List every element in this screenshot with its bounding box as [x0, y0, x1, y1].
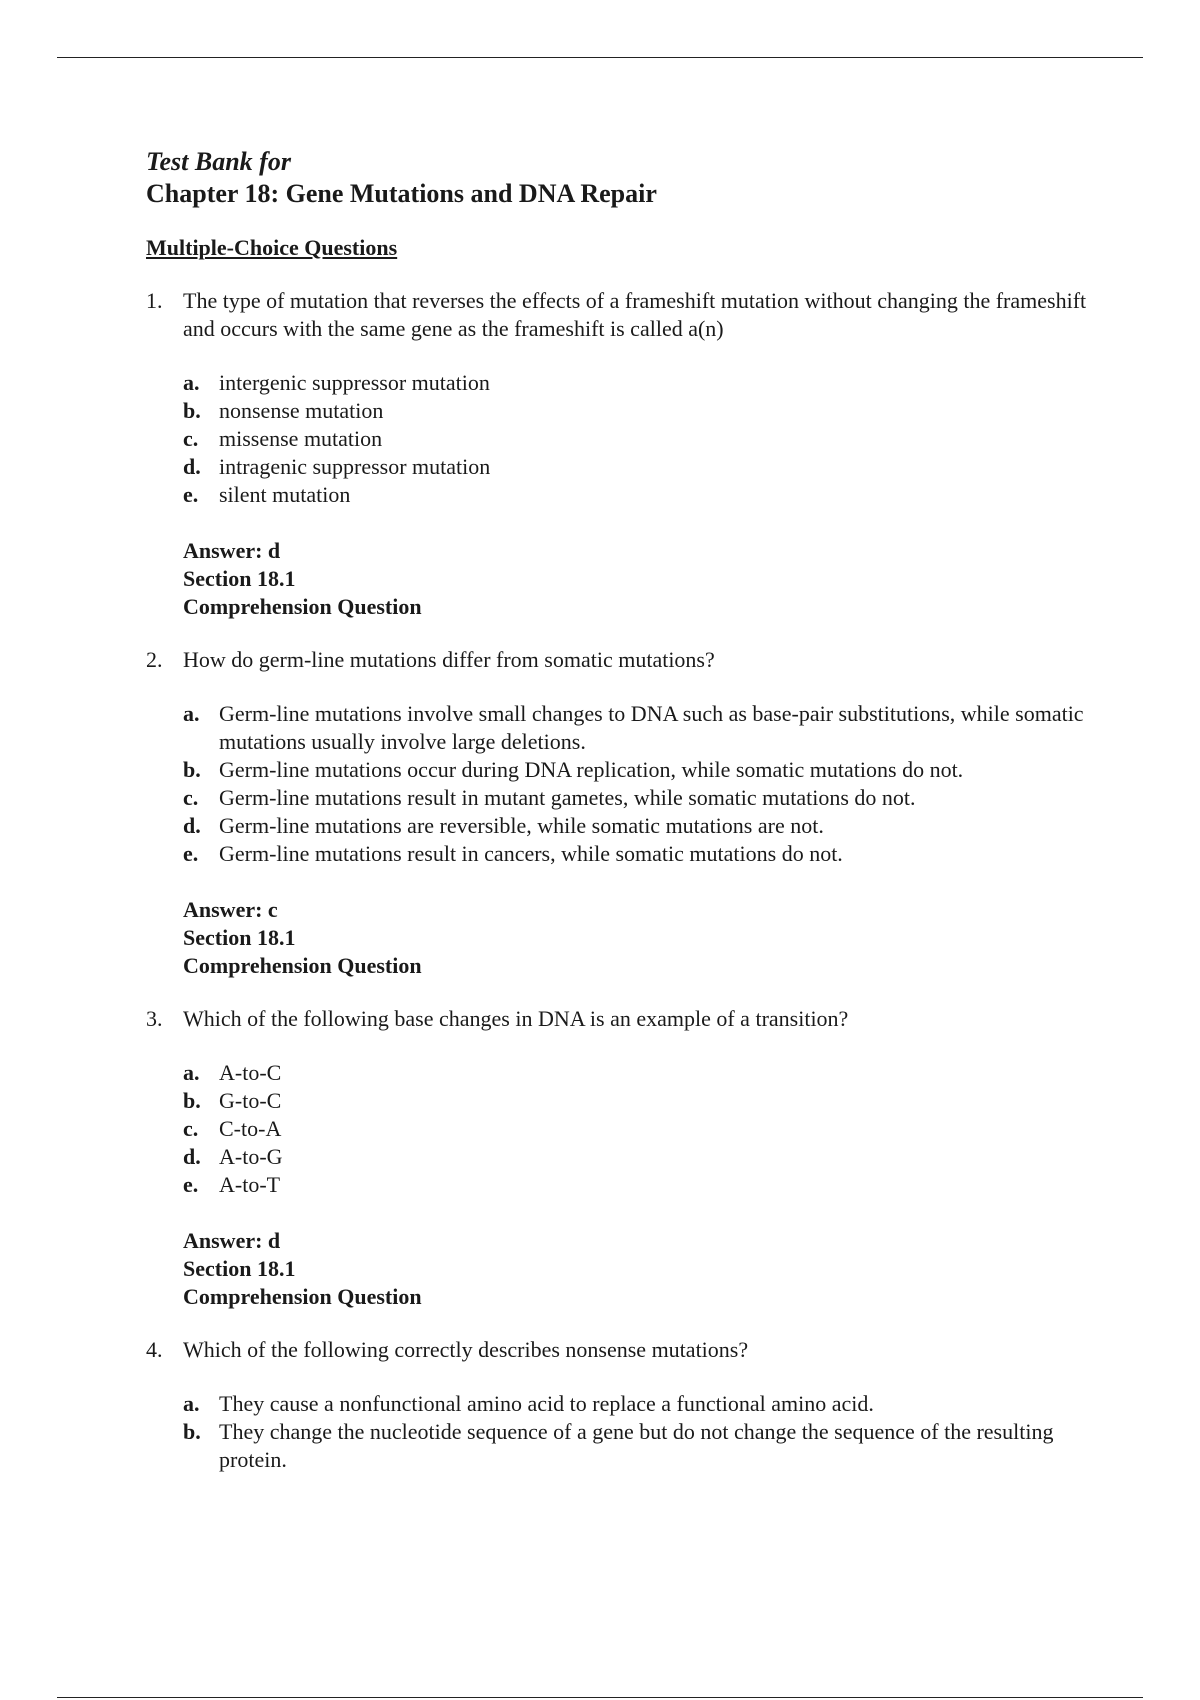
option-letter: d.	[183, 1144, 201, 1169]
option-letter: b.	[183, 1419, 201, 1444]
option-text: nonsense mutation	[219, 398, 384, 423]
option-text: Germ-line mutations result in mutant gametes, while somatic mutations do not.	[219, 785, 916, 810]
chapter-title: Chapter 18: Gene Mutations and DNA Repair	[146, 179, 657, 208]
option-text: A-to-T	[219, 1172, 281, 1197]
option-text: G-to-C	[219, 1088, 282, 1113]
question-number: 2.	[146, 647, 163, 672]
answer-block	[183, 896, 1106, 980]
question-number: 1.	[146, 288, 163, 313]
option-letter: b.	[183, 1088, 201, 1113]
option-item	[183, 1171, 1106, 1199]
option-letter: c.	[183, 785, 199, 810]
option-item	[183, 1115, 1106, 1143]
option-letter: d.	[183, 454, 201, 479]
question-text: Which of the following correctly describes nonsense mutations?	[183, 1337, 749, 1362]
answer-block	[183, 537, 1106, 621]
option-item	[183, 1418, 1106, 1474]
question-category: Comprehension Question	[183, 1284, 422, 1309]
option-item	[183, 1143, 1106, 1171]
question-category: Comprehension Question	[183, 953, 422, 978]
question-category: Comprehension Question	[183, 594, 422, 619]
option-letter: a.	[183, 701, 200, 726]
option-text: Germ-line mutations occur during DNA replication, while somatic mutations do not.	[219, 757, 964, 782]
option-text: silent mutation	[219, 482, 351, 507]
answer-section: Section 18.1	[183, 566, 296, 591]
question-3	[146, 1005, 1106, 1311]
option-text: intergenic suppressor mutation	[219, 370, 490, 395]
option-letter: a.	[183, 1060, 200, 1085]
option-text: Germ-line mutations result in cancers, while somatic mutations do not.	[219, 841, 843, 866]
answer-key: Answer: d	[183, 538, 281, 563]
option-item	[183, 840, 1106, 868]
option-text: They change the nucleotide sequence of a gene but do not change the sequence of the resulting protein.	[219, 1419, 1054, 1472]
document-body	[146, 146, 1106, 1474]
option-text: Germ-line mutations involve small changes to DNA such as base-pair substitutions, while somatic mutations usually involve large deletions.	[219, 701, 1084, 754]
question-text: The type of mutation that reverses the effects of a frameshift mutation without changing the frameshift and occurs with the same gene as the frameshift is called a(n)	[183, 288, 1087, 341]
option-letter: d.	[183, 813, 201, 838]
bottom-rule	[57, 1697, 1143, 1698]
option-letter: e.	[183, 1172, 199, 1197]
option-item	[183, 1087, 1106, 1115]
option-list	[183, 369, 1106, 509]
option-text: They cause a nonfunctional amino acid to replace a functional amino acid.	[219, 1391, 874, 1416]
option-text: intragenic suppressor mutation	[219, 454, 491, 479]
question-2	[146, 646, 1106, 980]
option-letter: b.	[183, 757, 201, 782]
question-text: Which of the following base changes in DNA is an example of a transition?	[183, 1006, 849, 1031]
option-item	[183, 397, 1106, 425]
option-item	[183, 453, 1106, 481]
option-item	[183, 756, 1106, 784]
question-number: 3.	[146, 1006, 163, 1031]
answer-section: Section 18.1	[183, 925, 296, 950]
option-letter: b.	[183, 398, 201, 423]
option-text: Germ-line mutations are reversible, while somatic mutations are not.	[219, 813, 824, 838]
top-rule	[57, 57, 1143, 58]
option-letter: c.	[183, 1116, 199, 1141]
answer-key: Answer: d	[183, 1228, 281, 1253]
question-1	[146, 287, 1106, 621]
option-letter: c.	[183, 426, 199, 451]
option-text: A-to-C	[219, 1060, 282, 1085]
option-text: missense mutation	[219, 426, 383, 451]
option-item	[183, 369, 1106, 397]
option-text: A-to-G	[219, 1144, 283, 1169]
option-item	[183, 700, 1106, 756]
option-item	[183, 1059, 1106, 1087]
option-item	[183, 425, 1106, 453]
answer-section: Section 18.1	[183, 1256, 296, 1281]
answer-key: Answer: c	[183, 897, 278, 922]
option-list	[183, 700, 1106, 868]
option-item	[183, 1390, 1106, 1418]
doc-title: Test Bank for	[146, 147, 291, 176]
option-letter: a.	[183, 1391, 200, 1416]
option-letter: a.	[183, 370, 200, 395]
answer-block	[183, 1227, 1106, 1311]
option-letter: e.	[183, 482, 199, 507]
option-list	[183, 1059, 1106, 1199]
option-item	[183, 812, 1106, 840]
option-text: C-to-A	[219, 1116, 282, 1141]
option-item	[183, 784, 1106, 812]
option-list	[183, 1390, 1106, 1474]
option-letter: e.	[183, 841, 199, 866]
option-item	[183, 481, 1106, 509]
question-text: How do germ-line mutations differ from somatic mutations?	[183, 647, 715, 672]
question-4	[146, 1336, 1106, 1474]
question-number: 4.	[146, 1337, 163, 1362]
section-heading: Multiple-Choice Questions	[146, 235, 398, 260]
